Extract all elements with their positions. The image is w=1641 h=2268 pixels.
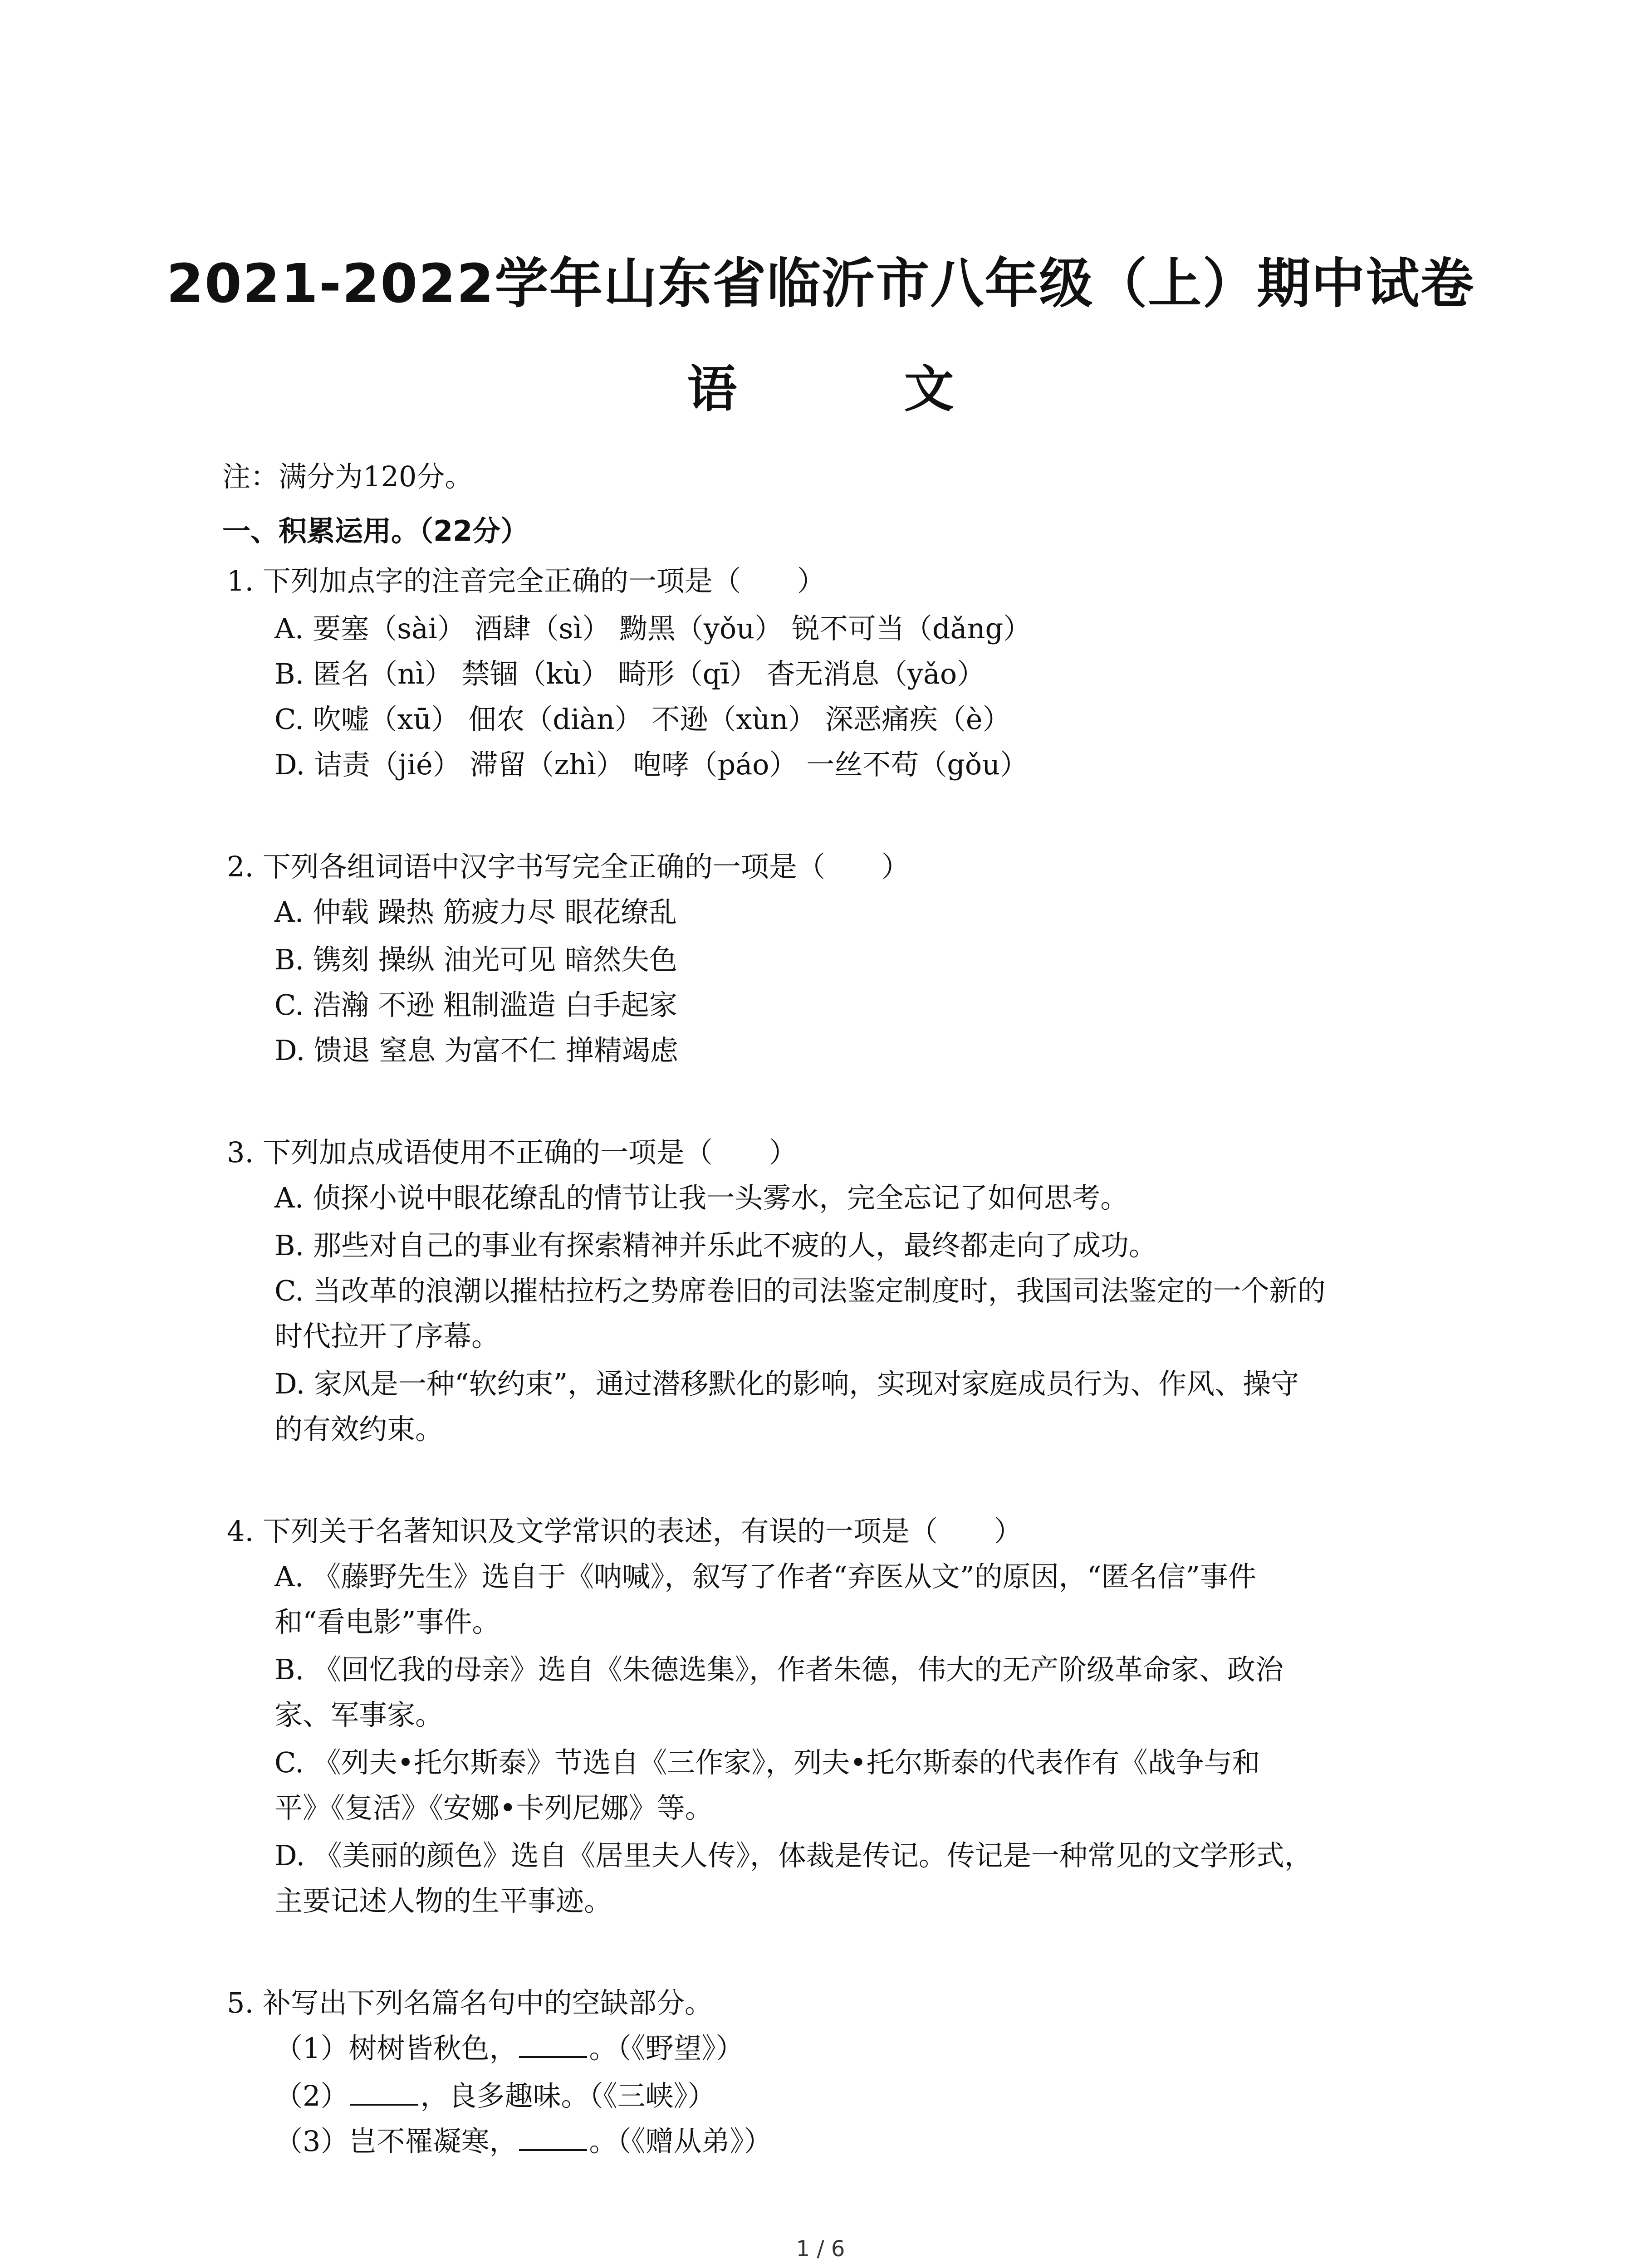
question-3-option-d: D. 家风是一种“软约束”，通过潜移默化的影响，实现对家庭成员行为、作风、操守 [274,1367,1299,1400]
question-1-stem: 1. 下列加点字的注音完全正确的一项是（ ） [227,564,825,597]
question-3-stem: 3. 下列加点成语使用不正确的一项是（ ） [227,1136,797,1169]
question-4-option-a-cont: 和“看电影”事件。 [274,1605,500,1638]
question-3-option-c-cont: 时代拉开了序幕。 [274,1320,500,1353]
question-3-option-b: B. 那些对自己的事业有探索精神并乐此不疲的人，最终都走向了成功。 [274,1229,1157,1262]
question-1-option-a: A. 要塞（sài） 酒肆（sì） 黝黑（yǒu） 锐不可当（dǎng） [274,612,1032,645]
question-5-item-1 [274,2034,744,2063]
question-4-option-a: A. 《藤野先生》选自于《呐喊》，叙写了作者“弃医从文”的原因，“匿名信”事件 [274,1560,1256,1593]
question-4-option-b-cont: 家、军事家。 [274,1698,444,1731]
question-2-option-a: A. 仲载 躁热 筋疲力尽 眼花缭乱 [274,895,677,929]
question-1-option-c: C. 吹嘘（xū） 佃农（diàn） 不逊（xùn） 深恶痛疾（è） [274,703,1011,736]
item-text-before: （1）树树皆秋色， [274,2032,518,2065]
fill-blank [519,2052,587,2058]
question-2-stem: 2. 下列各组词语中汉字书写完全正确的一项是（ ） [227,850,910,883]
question-5-item-3 [274,2127,772,2156]
question-4-option-d-cont: 主要记述人物的生平事迹。 [274,1884,612,1917]
question-4-stem: 4. 下列关于名著知识及文学常识的表述，有误的一项是（ ） [227,1515,1022,1548]
item-text-after: ，良多趣味。（《三峡》） [420,2079,716,2112]
fill-blank [350,2099,418,2106]
question-2-option-c: C. 浩瀚 不逊 粗制滥造 白手起家 [274,988,677,1022]
section-heading: 一、积累运用。（22分） [222,514,529,547]
item-text-after: 。（《赠从弟》） [589,2125,772,2158]
question-3-option-d-cont: 的有效约束。 [274,1413,444,1446]
question-3-option-a: A. 侦探小说中眼花缭乱的情节让我一头雾水，完全忘记了如何思考。 [274,1181,1129,1214]
page-title: 2021-2022学年山东省临沂市八年级（上）期中试卷 [166,252,1475,315]
question-4-option-c-cont: 平》《复活》《安娜•卡列尼娜》等。 [274,1791,713,1824]
question-2-option-d: D. 馈退 窒息 为富不仁 掸精竭虑 [274,1034,679,1067]
item-text-before: （2） [274,2079,349,2112]
question-1-option-b: B. 匿名（nì） 禁锢（kù） 畸形（qī） 杳无消息（yǎo） [274,657,985,690]
question-3-option-c: C. 当改革的浪潮以摧枯拉朽之势席卷旧的司法鉴定制度时，我国司法鉴定的一个新的 [274,1274,1326,1307]
question-1-option-d: D. 诘责（jié） 滞留（zhì） 咆哮（páo） 一丝不苟（gǒu） [274,748,1029,781]
question-5-stem: 5. 补写出下列名篇名句中的空缺部分。 [227,1986,713,2019]
fill-blank [519,2145,587,2151]
item-text-before: （3）岂不罹凝寒， [274,2125,518,2158]
question-4-option-d: D. 《美丽的颜色》选自《居里夫人传》，体裁是传记。传记是一种常见的文学形式， [274,1839,1313,1872]
score-note: 注：满分为120分。 [222,460,473,493]
question-5-item-2 [274,2079,716,2112]
subject-heading: 语 文 [687,360,1004,418]
item-text-after: 。（《野望》） [589,2032,744,2065]
page-number: 1 / 6 [796,2236,845,2262]
question-4-option-b: B. 《回忆我的母亲》选自《朱德选集》，作者朱德，伟大的无产阶级革命家、政治 [274,1653,1283,1686]
question-4-option-c: C. 《列夫•托尔斯泰》节选自《三作家》，列夫•托尔斯泰的代表作有《战争与和 [274,1746,1260,1779]
question-2-option-b: B. 镌刻 操纵 油光可见 暗然失色 [274,943,678,976]
